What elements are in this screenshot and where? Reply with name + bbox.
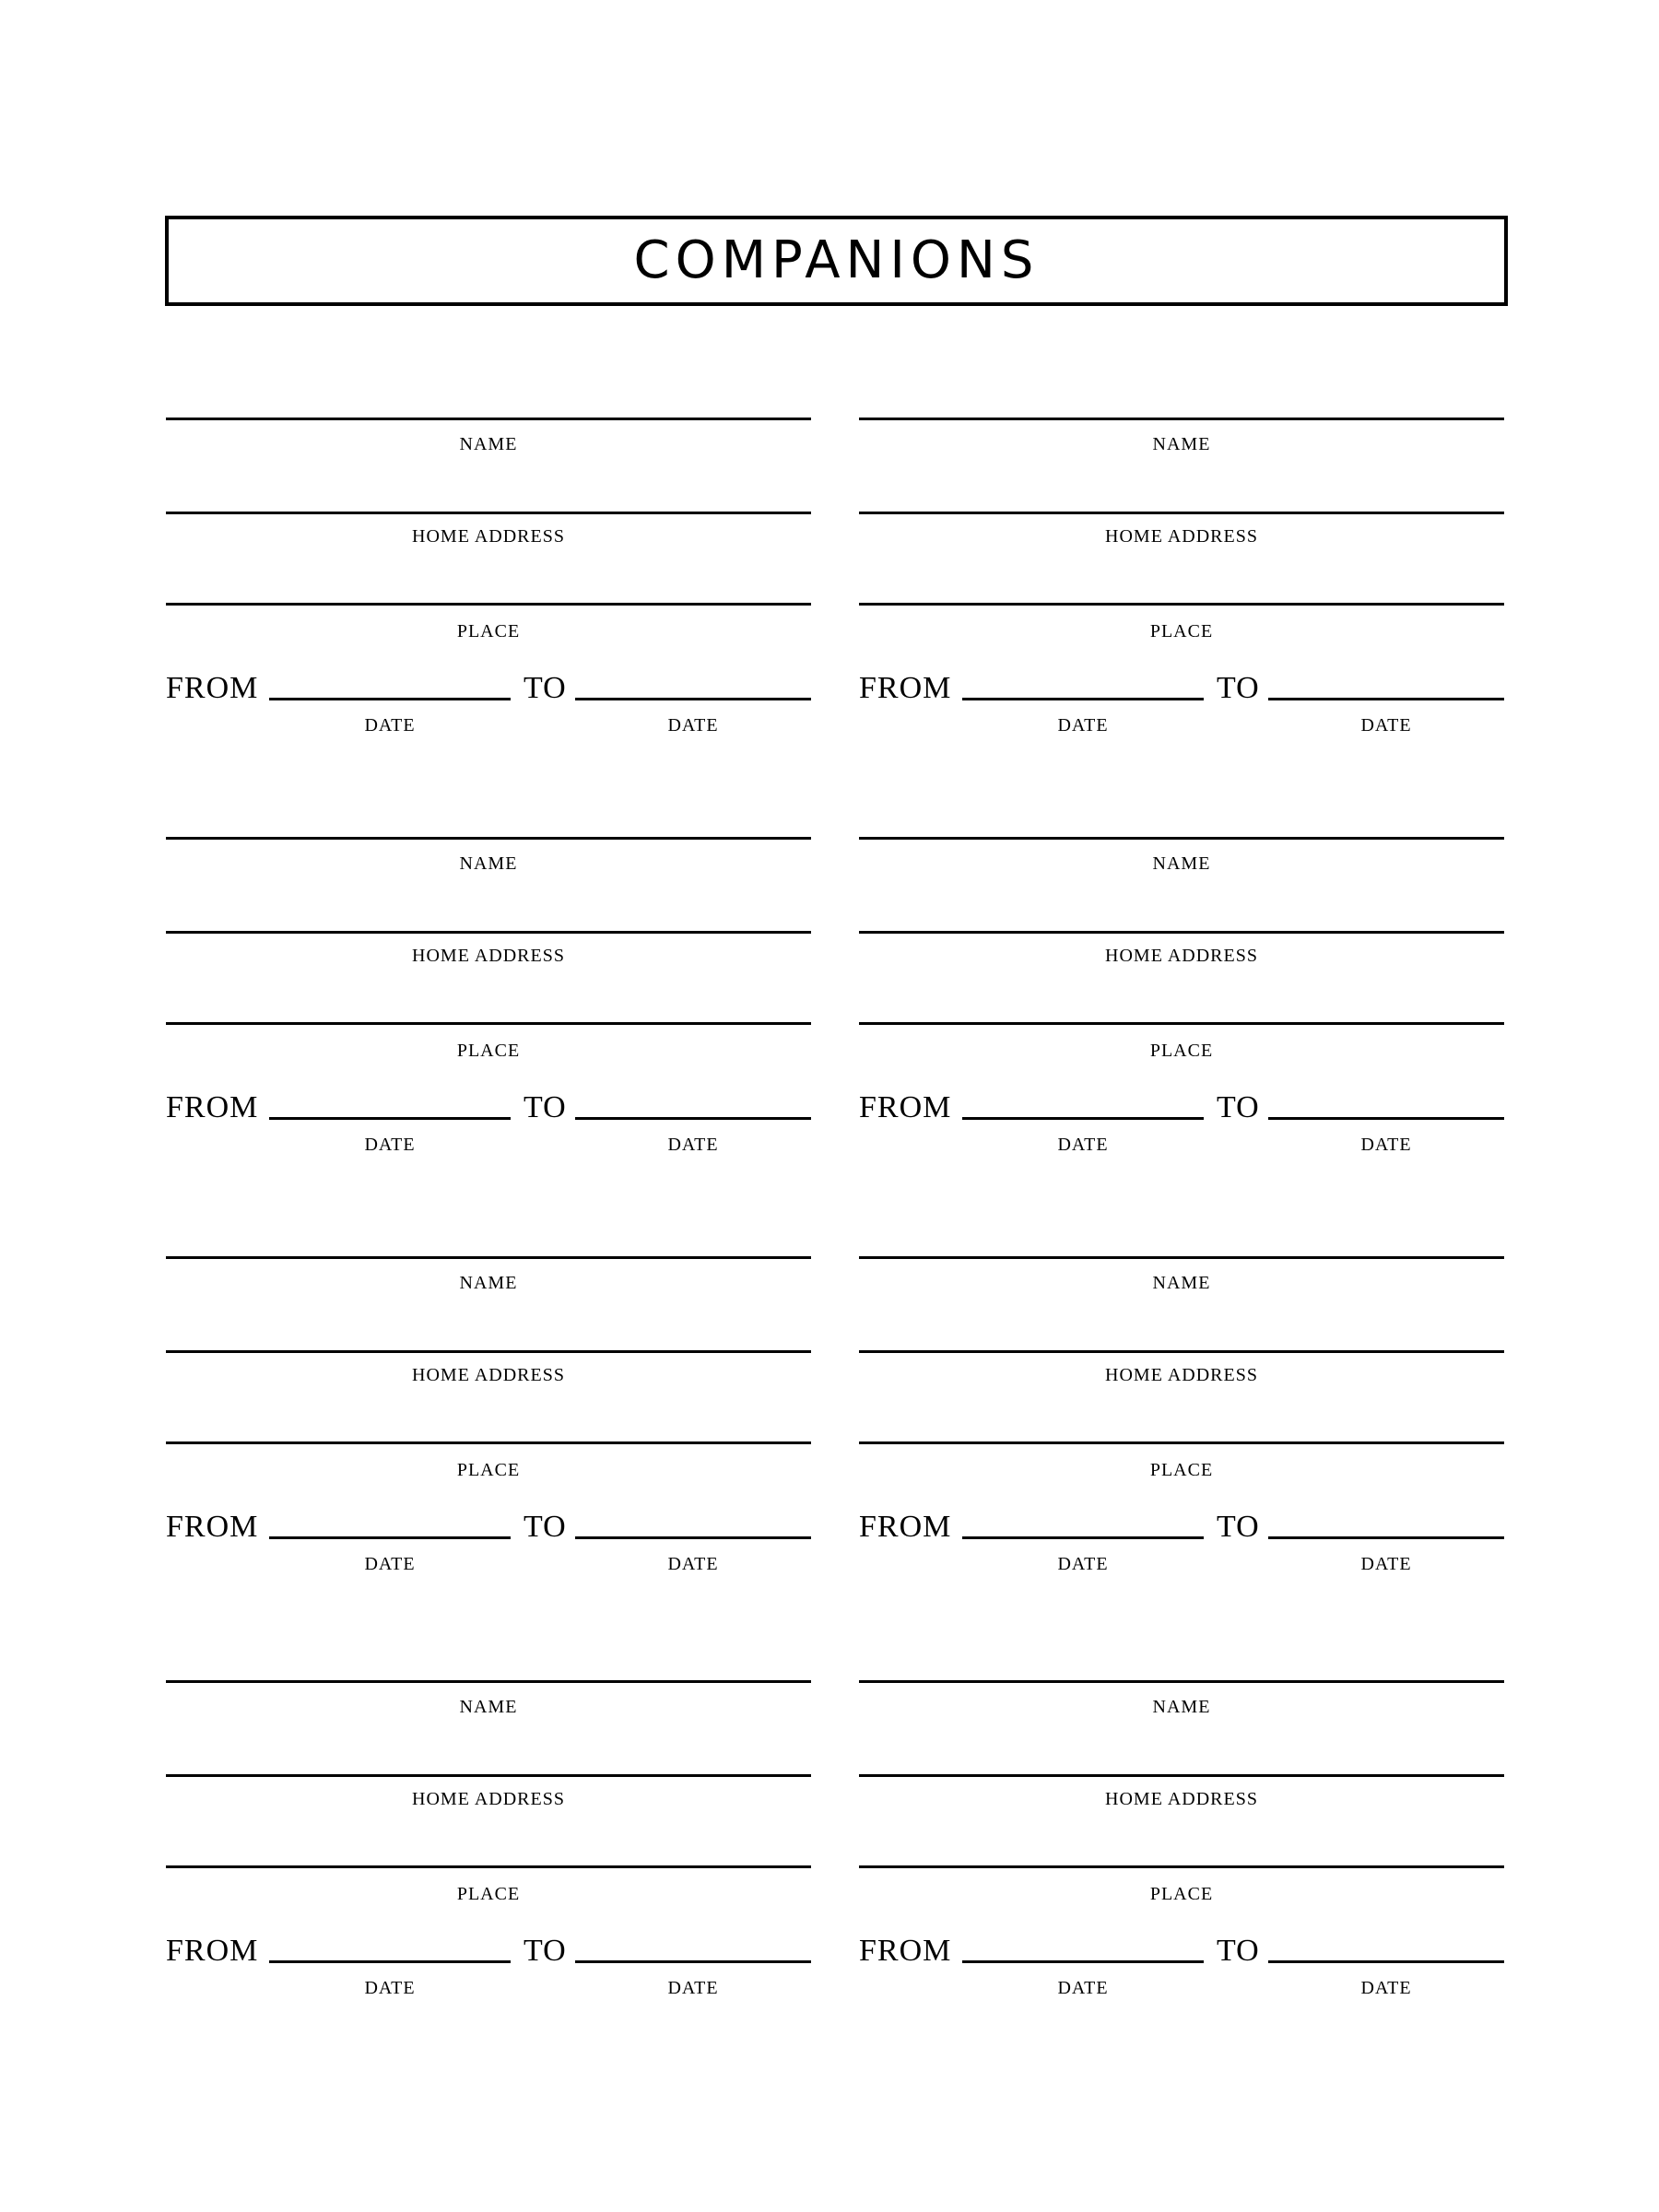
to-date-label: DATE (1360, 1978, 1412, 1998)
home-address-field[interactable] (166, 512, 811, 514)
place-label: PLACE (456, 621, 521, 641)
to-label: TO (524, 1934, 567, 1968)
place-field[interactable] (859, 1865, 1504, 1868)
companion-entry (166, 1659, 811, 2000)
name-field[interactable] (166, 1680, 811, 1683)
from-date-field[interactable] (962, 1960, 1204, 1963)
companion-entry (859, 1235, 1504, 1576)
to-date-label: DATE (1360, 715, 1412, 735)
place-label: PLACE (1149, 1884, 1214, 1904)
place-label: PLACE (1149, 1041, 1214, 1061)
from-date-label: DATE (1057, 1978, 1109, 1998)
to-date-label: DATE (667, 715, 719, 735)
from-label: FROM (859, 1934, 952, 1968)
name-label: NAME (459, 1697, 518, 1717)
to-date-field[interactable] (575, 1117, 811, 1120)
home-address-label: HOME ADDRESS (412, 946, 565, 966)
place-field[interactable] (166, 1441, 811, 1444)
name-label: NAME (459, 1273, 518, 1293)
companion-entry (166, 816, 811, 1157)
from-date-field[interactable] (269, 1117, 511, 1120)
to-label: TO (524, 1090, 567, 1124)
name-label: NAME (459, 853, 518, 874)
place-label: PLACE (456, 1460, 521, 1480)
to-date-field[interactable] (575, 1536, 811, 1539)
from-label: FROM (859, 1090, 952, 1124)
from-label: FROM (166, 1934, 259, 1968)
name-label: NAME (1152, 1273, 1211, 1293)
to-date-label: DATE (667, 1978, 719, 1998)
to-date-label: DATE (1360, 1135, 1412, 1155)
home-address-label: HOME ADDRESS (1105, 526, 1258, 547)
name-field[interactable] (166, 1256, 811, 1259)
to-date-label: DATE (667, 1135, 719, 1155)
place-label: PLACE (1149, 1460, 1214, 1480)
place-field[interactable] (859, 1441, 1504, 1444)
from-date-field[interactable] (269, 1960, 511, 1963)
home-address-label: HOME ADDRESS (1105, 1365, 1258, 1385)
from-date-field[interactable] (962, 698, 1204, 700)
from-date-label: DATE (1057, 715, 1109, 735)
from-date-field[interactable] (962, 1536, 1204, 1539)
name-field[interactable] (859, 1680, 1504, 1683)
from-label: FROM (166, 671, 259, 705)
from-date-label: DATE (364, 1554, 416, 1574)
name-label: NAME (1152, 434, 1211, 454)
from-label: FROM (859, 671, 952, 705)
page-title: COMPANIONS (633, 230, 1040, 290)
home-address-field[interactable] (859, 512, 1504, 514)
home-address-field[interactable] (859, 931, 1504, 934)
title-box (165, 216, 1508, 306)
name-field[interactable] (859, 1256, 1504, 1259)
companion-entry (166, 396, 811, 737)
companion-entry (859, 1659, 1504, 2000)
home-address-label: HOME ADDRESS (412, 1789, 565, 1809)
place-field[interactable] (166, 1022, 811, 1025)
to-date-field[interactable] (1268, 1117, 1504, 1120)
to-label: TO (1217, 671, 1260, 705)
name-field[interactable] (166, 418, 811, 420)
from-date-label: DATE (1057, 1135, 1109, 1155)
from-label: FROM (859, 1510, 952, 1544)
home-address-label: HOME ADDRESS (412, 526, 565, 547)
place-label: PLACE (1149, 621, 1214, 641)
to-label: TO (1217, 1090, 1260, 1124)
to-label: TO (524, 1510, 567, 1544)
to-label: TO (1217, 1510, 1260, 1544)
from-date-label: DATE (364, 1978, 416, 1998)
place-label: PLACE (456, 1041, 521, 1061)
from-date-label: DATE (1057, 1554, 1109, 1574)
from-date-label: DATE (364, 715, 416, 735)
home-address-label: HOME ADDRESS (412, 1365, 565, 1385)
place-field[interactable] (166, 603, 811, 606)
name-label: NAME (459, 434, 518, 454)
companion-entry (859, 816, 1504, 1157)
place-field[interactable] (166, 1865, 811, 1868)
to-label: TO (524, 671, 567, 705)
place-field[interactable] (859, 603, 1504, 606)
from-date-field[interactable] (269, 698, 511, 700)
to-date-field[interactable] (1268, 1960, 1504, 1963)
name-field[interactable] (166, 837, 811, 840)
to-date-field[interactable] (1268, 698, 1504, 700)
from-date-label: DATE (364, 1135, 416, 1155)
home-address-label: HOME ADDRESS (1105, 1789, 1258, 1809)
place-label: PLACE (456, 1884, 521, 1904)
name-field[interactable] (859, 418, 1504, 420)
name-label: NAME (1152, 853, 1211, 874)
place-field[interactable] (859, 1022, 1504, 1025)
companion-entry (166, 1235, 811, 1576)
home-address-field[interactable] (859, 1774, 1504, 1777)
from-label: FROM (166, 1510, 259, 1544)
home-address-field[interactable] (166, 1774, 811, 1777)
to-label: TO (1217, 1934, 1260, 1968)
to-date-label: DATE (1360, 1554, 1412, 1574)
home-address-field[interactable] (166, 931, 811, 934)
to-date-field[interactable] (1268, 1536, 1504, 1539)
companion-entry (859, 396, 1504, 737)
from-date-field[interactable] (269, 1536, 511, 1539)
name-field[interactable] (859, 837, 1504, 840)
home-address-field[interactable] (166, 1350, 811, 1353)
home-address-label: HOME ADDRESS (1105, 946, 1258, 966)
to-date-label: DATE (667, 1554, 719, 1574)
name-label: NAME (1152, 1697, 1211, 1717)
to-date-field[interactable] (575, 698, 811, 700)
to-date-field[interactable] (575, 1960, 811, 1963)
home-address-field[interactable] (859, 1350, 1504, 1353)
from-label: FROM (166, 1090, 259, 1124)
from-date-field[interactable] (962, 1117, 1204, 1120)
